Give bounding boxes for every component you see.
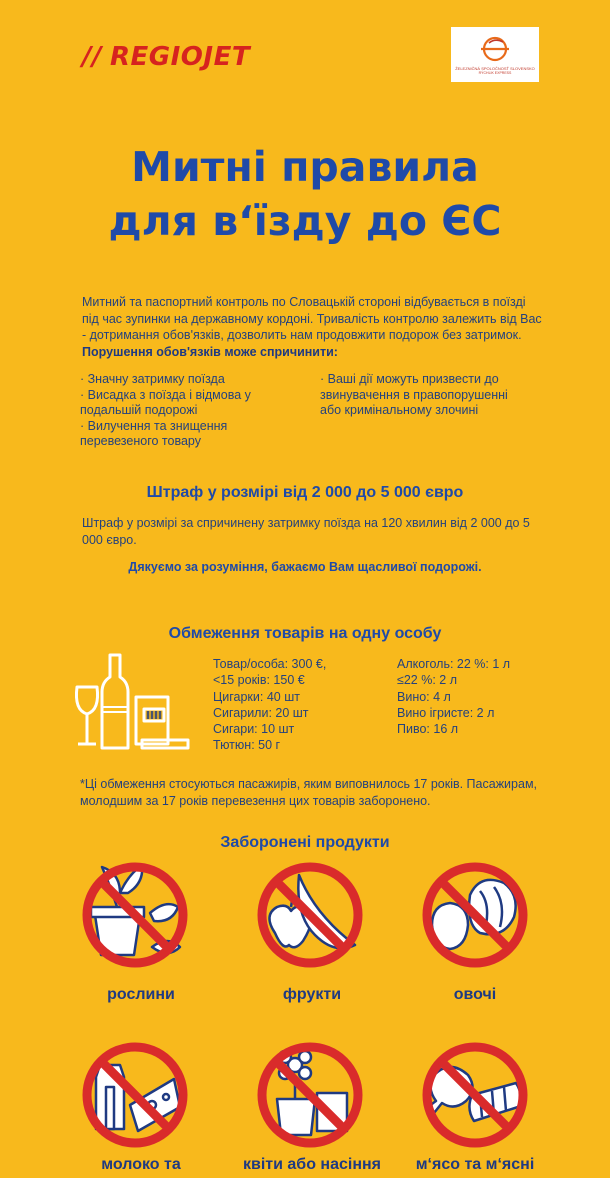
list-item: Вино ігристе: 2 л <box>397 705 495 720</box>
list-item: ≤22 %: 2 л <box>397 673 458 688</box>
prohibited-label-plants: рослини <box>107 986 175 1003</box>
vegetable-icon <box>420 855 530 975</box>
limits-list-right <box>397 656 510 737</box>
partner-logo: ŽELEZNIČNÁ SPOLOČNOSŤ SLOVENSKO RÝCHLIK EXPRESS <box>451 27 539 82</box>
prohibited-label-flowers-seeds: квіти або насіння <box>243 1156 381 1173</box>
intro-paragraph: Митний та паспортний контроль по Словацькій стороні відбувається в поїзді під час зупинки на державному кордоні. Тривалість контролю залежить від Вас - дотримання обов'язків, дозволить нам продовжити подорож без затримок. Порушення обов'язків може спричинити: <box>82 295 542 359</box>
fruit-icon <box>255 855 365 975</box>
age-note: *Ці обмеження стосуються пасажирів, яким виповнилось 17 років. Пасажирам, молодшим за 17 років перевезення цих товарів заборонено. <box>80 777 538 808</box>
prohibited-label-dairy: молоко та <box>101 1156 181 1173</box>
list-item: Пиво: 16 л <box>397 722 459 737</box>
list-item: Вино: 4 л <box>397 689 451 704</box>
list-item: Тютюн: 50 г <box>213 738 281 753</box>
thanks-text: Дякуємо за розуміння, бажаємо Вам щасливої подорожі. <box>128 560 482 574</box>
list-item: Сигари: 10 шт <box>213 722 295 737</box>
list-item: · Висадка з поїзда і відмова у подальшій подорожі <box>80 387 251 417</box>
meat-icon <box>420 1035 530 1150</box>
list-item: · Значну затримку поїзда <box>80 372 225 386</box>
dairy-icon <box>80 1035 190 1150</box>
list-item: Товар/особа: 300 €, <box>213 657 327 671</box>
plant-icon <box>80 855 190 975</box>
list-item: · Ваші дії можуть призвести до звинувачення в правопорушенні або кримінальному злочині <box>320 372 508 417</box>
prohibited-heading: Заборонені продукти <box>220 834 390 851</box>
limits-heading: Обмеження товарів на одну особу <box>168 625 442 642</box>
list-item: · Вилучення та знищення перевезеного товару <box>80 418 228 448</box>
page-title: Митні правила для в‘їзду до ЄС <box>108 143 502 245</box>
prohibited-label-fruits: фрукти <box>282 986 342 1003</box>
flower-seed-icon <box>255 1035 365 1150</box>
alcohol-tobacco-icon <box>70 652 190 752</box>
limits-list-left <box>213 656 326 754</box>
partner-logo-icon <box>475 34 515 64</box>
prohibited-label-vegetables: овочі <box>453 986 497 1003</box>
fine-heading: Штраф у розмірі від 2 000 до 5 000 євро <box>146 484 464 501</box>
regiojet-logo: // REGIOJET <box>82 42 251 72</box>
prohibited-label-meat: м‘ясо та м‘ясні <box>415 1156 535 1173</box>
list-item: Цигарки: 40 шт <box>213 689 300 704</box>
list-item: Сигарили: 20 шт <box>213 705 309 720</box>
list-item: <15 років: 150 € <box>213 673 305 688</box>
consequences-list-left <box>80 372 280 450</box>
fine-text: Штраф у розмірі за спричинену затримку поїзда на 120 хвилин від 2 000 до 5 000 євро. <box>82 516 530 547</box>
list-item: Алкоголь: 22 %: 1 л <box>397 657 511 671</box>
consequences-list-right <box>320 372 530 419</box>
